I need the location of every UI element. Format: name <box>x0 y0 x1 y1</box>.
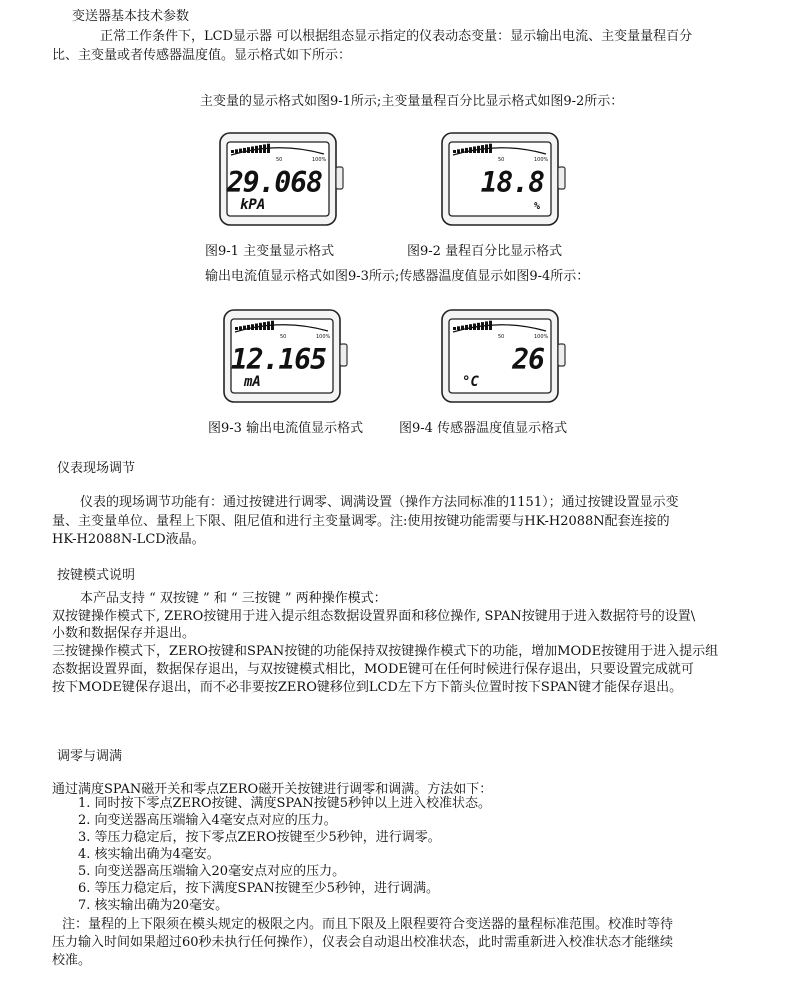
intro-text-line-2: 比、主变量或者传感器温度值。显示格式如下所示： <box>52 48 352 63</box>
field-adjust-line-3: HK-H2088N-LCD液晶。 <box>52 532 205 547</box>
calibration-step: 4. 核实输出确为4毫安。 <box>78 847 220 862</box>
lcd-main-value: 26 <box>512 343 544 376</box>
calibration-step: 6. 等压力稳定后，按下满度SPAN按键至少5秒钟，进行调满。 <box>78 881 440 896</box>
section-heading-specs: 变送器基本技术参数 <box>72 9 190 24</box>
caption-9-3: 图9-3 输出电流值显示格式 <box>208 421 364 436</box>
calibration-note-line-2: 压力输入时间如果超过60秒未执行任何操作），仪表会自动退出校准状态，此时需重新进入校准状态才能继续 <box>52 935 674 950</box>
scale-label-50: 50 <box>498 157 505 163</box>
key-modes-line-5: 态数据设置界面，数据保存退出，与双按键模式相比，MODE键可在任何时候进行保存退出，只要设置完成就可 <box>52 662 694 677</box>
section-heading-key-modes: 按键模式说明 <box>57 568 136 583</box>
lcd-unit: kPA <box>240 197 266 213</box>
bargraph-segment <box>453 327 456 330</box>
lcd-side-button <box>340 344 347 366</box>
caption-9-2: 图9-2 量程百分比显示格式 <box>407 244 563 259</box>
key-modes-line-3: 小数和数据保存并退出。 <box>52 626 196 641</box>
lcd-figure-9-3 <box>222 308 350 404</box>
caption-9-4: 图9-4 传感器温度值显示格式 <box>399 421 568 436</box>
calibration-step: 7. 核实输出确为20毫安。 <box>78 898 229 913</box>
lcd-unit: % <box>533 201 540 212</box>
lcd-unit: °C <box>462 374 479 390</box>
figure-intro-1: 主变量的显示格式如图9-1所示;主变量量程百分比显示格式如图9-2所示： <box>200 94 624 109</box>
bargraph-segment <box>457 326 460 330</box>
section-heading-field-adjust: 仪表现场调节 <box>57 461 136 476</box>
lcd-side-button <box>558 167 565 189</box>
lcd-unit: mA <box>244 374 261 390</box>
intro-text-line-1: 正常工作条件下，LCD显示器 可以根据组态显示指定的仪表动态变量：显示输出电流、主变量量程百分 <box>100 29 693 44</box>
scale-label-50: 50 <box>498 334 505 340</box>
calibration-step: 3. 等压力稳定后，按下零点ZERO按键至少5秒钟，进行调零。 <box>78 830 441 845</box>
scale-label-50: 50 <box>276 157 283 163</box>
lcd-side-button <box>336 167 343 189</box>
lcd-figure-9-1 <box>218 131 346 227</box>
calibration-note-line-3: 校准。 <box>52 953 92 968</box>
key-modes-line-6: 按下MODE键保存退出，而不必非要按ZERO键移位到LCD左下方下箭头位置时按下SPAN键才能保存退出。 <box>52 680 683 695</box>
bargraph-segment <box>231 150 234 153</box>
scale-label-100: 100% <box>316 334 331 340</box>
scale-label-100: 100% <box>534 334 549 340</box>
lcd-main-value: 12.165 <box>230 343 326 376</box>
zero-span-intro: 通过满度SPAN磁开关和零点ZERO磁开关按键进行调零和调满。方法如下： <box>52 782 493 797</box>
scale-label-100: 100% <box>534 157 549 163</box>
lcd-side-button <box>558 344 565 366</box>
calibration-step: 2. 向变送器高压端输入4毫安点对应的压力。 <box>78 813 337 828</box>
bargraph-segment <box>453 150 456 153</box>
key-modes-line-2: 双按键操作模式下, ZERO按键用于进入提示组态数据设置界面和移位操作, SPAN按键用于进入数据符号的设置\ <box>52 609 696 624</box>
lcd-figure-9-4 <box>440 308 568 404</box>
calibration-step: 1. 同时按下零点ZERO按键、满度SPAN按键5秒钟以上进入校准状态。 <box>78 796 491 811</box>
field-adjust-line-2: 量、主变量单位、量程上下限、阻尼值和进行主变量调零。注:使用按键功能需要与HK-H2088N配套连接的 <box>52 514 670 529</box>
bargraph-segment <box>457 149 460 153</box>
field-adjust-line-1: 仪表的现场调节功能有：通过按键进行调零、调满设置（操作方法同标准的1151）；通过按键设置显示变 <box>80 495 679 510</box>
scale-label-100: 100% <box>312 157 327 163</box>
key-modes-line-1: 本产品支持 “ 双按键 ” 和 “ 三按键 ” 两种操作模式： <box>80 591 387 606</box>
caption-9-1: 图9-1 主变量显示格式 <box>205 244 335 259</box>
figure-intro-2: 输出电流值显示格式如图9-3所示;传感器温度值显示如图9-4所示： <box>205 269 590 284</box>
lcd-main-value: 18.8 <box>480 166 544 199</box>
scale-label-50: 50 <box>280 334 287 340</box>
bargraph-segment <box>235 327 238 330</box>
calibration-note-line-1: 注：量程的上下限须在模头规定的极限之内。而且下限及上限程要符合变送器的量程标准范围。校准时等待 <box>62 917 674 932</box>
lcd-figure-9-2 <box>440 131 568 227</box>
lcd-main-value: 29.068 <box>226 166 322 199</box>
bargraph-segment <box>239 326 242 330</box>
calibration-step: 5. 向变送器高压端输入20毫安点对应的压力。 <box>78 864 346 879</box>
section-heading-zero-span: 调零与调满 <box>57 749 123 764</box>
key-modes-line-4: 三按键操作模式下，ZERO按键和SPAN按键的功能保持双按键操作模式下的功能，增加MODE按键用于进入提示组 <box>52 644 719 659</box>
bargraph-segment <box>235 149 238 153</box>
